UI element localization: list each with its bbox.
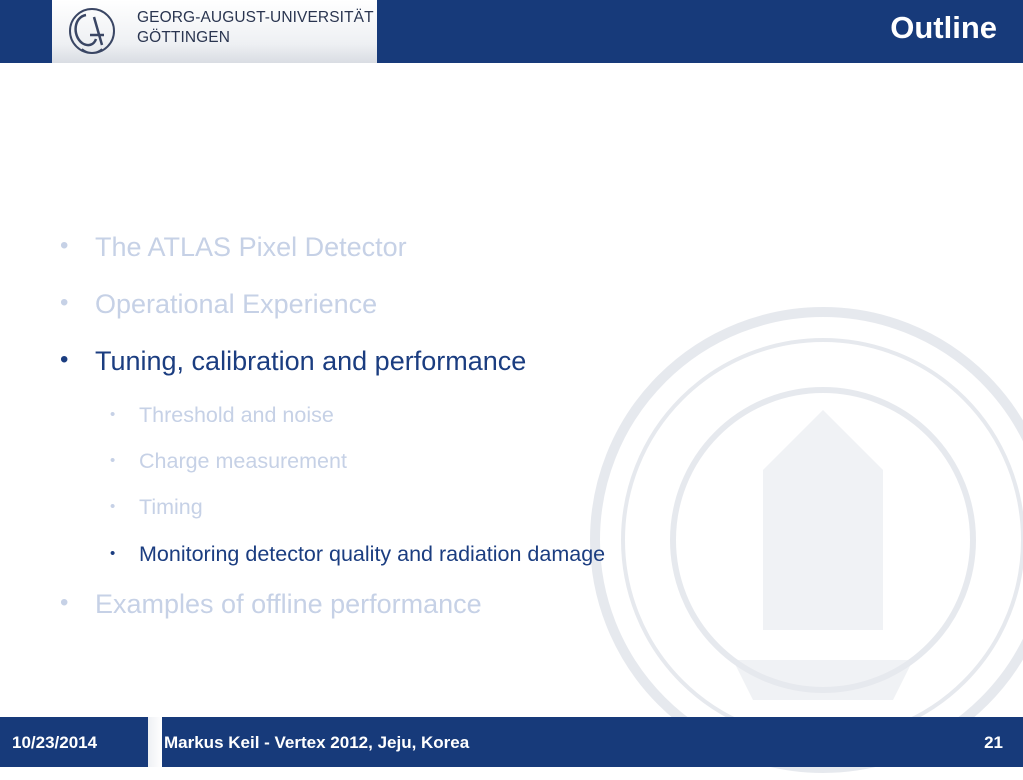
- slide-title: Outline: [890, 10, 997, 45]
- list-item-text: Charge measurement: [139, 449, 347, 473]
- list-item-text: The ATLAS Pixel Detector: [95, 232, 407, 262]
- bullet-icon: •: [60, 346, 69, 373]
- list-item-text: Tuning, calibration and performance: [95, 346, 527, 376]
- logo-text-city: GÖTTINGEN: [137, 29, 231, 46]
- bullet-icon: •: [60, 232, 69, 259]
- bullet-icon: •: [110, 452, 116, 469]
- list-item-text: Timing: [139, 495, 203, 519]
- footer-date: 10/23/2014: [12, 733, 98, 752]
- bullet-icon: •: [60, 289, 69, 316]
- footer-presenter: Markus Keil - Vertex 2012, Jeju, Korea: [164, 733, 470, 752]
- list-item-text: Monitoring detector quality and radiation damage: [139, 542, 606, 566]
- bullet-icon: •: [110, 406, 116, 423]
- bullet-icon: •: [110, 545, 116, 562]
- list-item-text: Threshold and noise: [139, 403, 334, 427]
- bullet-icon: •: [110, 498, 116, 515]
- footer-divider: [148, 717, 162, 767]
- logo-text-university: GEORG-AUGUST-UNIVERSITÄT: [137, 9, 374, 26]
- page-number: 21: [984, 733, 1003, 752]
- list-item-text: Operational Experience: [95, 289, 378, 319]
- list-item-text: Examples of offline performance: [95, 589, 482, 619]
- bullet-icon: •: [60, 589, 69, 616]
